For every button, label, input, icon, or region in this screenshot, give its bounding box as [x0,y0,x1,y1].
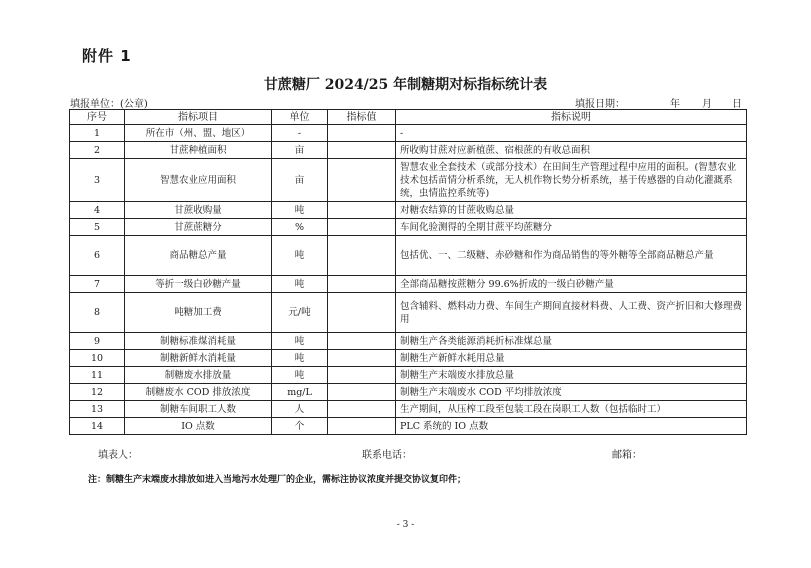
row-item: 制糖标准煤消耗量 [125,333,272,350]
row-desc: 生产期间，从压榨工段至包装工段在岗职工人数（包括临时工） [396,401,747,418]
table-row [70,418,747,435]
row-value[interactable] [328,418,396,435]
row-item: 制糖废水排放量 [125,367,272,384]
row-no: 14 [70,418,125,435]
phone-label: 联系电话： [362,450,412,461]
row-item: IO 点数 [125,418,272,435]
row-unit: 元/吨 [272,293,328,333]
row-no: 7 [70,276,125,293]
row-value[interactable] [328,276,396,293]
row-unit: 吨 [272,236,328,276]
row-item: 等折一级白砂糖产量 [125,276,272,293]
row-desc: 所收购甘蔗对应新植蔗、宿根蔗的有收总面积 [396,142,747,159]
row-unit: 个 [272,418,328,435]
row-value[interactable] [328,384,396,401]
row-desc: 包括优、一、二级糖、赤砂糖和作为商品销售的等外糖等全部商品糖总产量 [396,236,747,276]
table-header-row [70,110,747,125]
row-desc: 制糖生产各类能源消耗折标准煤总量 [396,333,747,350]
row-unit: 亩 [272,142,328,159]
row-value[interactable] [328,293,396,333]
footnote: 注：制糖生产末端废水排放如进入当地污水处理厂的企业，需标注协议浓度并提交协议复印件； [88,475,467,485]
table-row [70,333,747,350]
date-day: 日 [732,99,742,110]
row-no: 6 [70,236,125,276]
row-unit: 人 [272,401,328,418]
row-desc: PLC 系统的 IO 点数 [396,418,747,435]
email-label: 邮箱： [612,450,642,461]
row-unit: mg/L [272,384,328,401]
row-unit: 吨 [272,350,328,367]
row-desc: 智慧农业全套技术（或部分技术）在田间生产管理过程中应用的面积。(智慧农业技术包括苗情分析系统，无人机作物长势分析系统，基于传感器的自动化灌溉系统，虫情监控系统等) [396,159,747,202]
page-number: - 3 - [396,520,415,530]
row-desc: 制糖生产末端废水 COD 平均排放浓度 [396,384,747,401]
row-unit: 吨 [272,333,328,350]
row-item: 制糖新鲜水消耗量 [125,350,272,367]
date-month: 月 [702,99,712,110]
row-unit: - [272,125,328,142]
row-item: 甘蔗种植面积 [125,142,272,159]
row-value[interactable] [328,125,396,142]
row-item: 吨糖加工费 [125,293,272,333]
table-row [70,159,747,202]
row-no: 1 [70,125,125,142]
row-desc: 包含辅料、燃料动力费、车间生产期间直接材料费、人工费、资产折旧和大修理费用 [396,293,747,333]
table-row [70,401,747,418]
row-no: 12 [70,384,125,401]
indicator-table [69,109,747,435]
reporting-date-label: 填报日期： [575,99,625,110]
row-value[interactable] [328,236,396,276]
row-no: 9 [70,333,125,350]
table-row [70,276,747,293]
row-item: 甘蔗蔗糖分 [125,219,272,236]
row-value[interactable] [328,202,396,219]
row-no: 13 [70,401,125,418]
table-row [70,202,747,219]
row-value[interactable] [328,367,396,384]
row-unit: % [272,219,328,236]
row-no: 11 [70,367,125,384]
row-unit: 吨 [272,276,328,293]
row-value[interactable] [328,219,396,236]
signature-row [70,446,745,460]
row-item: 甘蔗收购量 [125,202,272,219]
row-desc: - [396,125,747,142]
row-unit: 吨 [272,367,328,384]
row-no: 10 [70,350,125,367]
row-no: 2 [70,142,125,159]
row-no: 5 [70,219,125,236]
row-value[interactable] [328,401,396,418]
row-value[interactable] [328,333,396,350]
row-item: 制糖车间职工人数 [125,401,272,418]
row-value[interactable] [328,142,396,159]
row-unit: 亩 [272,159,328,202]
row-desc: 制糖生产新鲜水耗用总量 [396,350,747,367]
row-no: 8 [70,293,125,333]
row-no: 3 [70,159,125,202]
header-unit: 单位 [272,110,328,125]
meta-row [70,95,745,109]
row-desc: 车间化验测得的全期甘蔗平均蔗糖分 [396,219,747,236]
table-row [70,293,747,333]
table-row [70,142,747,159]
row-item: 智慧农业应用面积 [125,159,272,202]
header-desc: 指标说明 [396,110,747,125]
table-row [70,350,747,367]
header-value: 指标值 [328,110,396,125]
table-row [70,219,747,236]
row-value[interactable] [328,159,396,202]
date-year: 年 [670,99,680,110]
header-no: 序号 [70,110,125,125]
row-desc: 全部商品糖按蔗糖分 99.6%折成的一级白砂糖产量 [396,276,747,293]
filler-label: 填表人： [98,450,138,461]
document-title: 甘蔗糖厂 2024/25 年制糖期对标指标统计表 [263,77,548,93]
row-desc: 制糖生产末端废水排放总量 [396,367,747,384]
attachment-label: 附件 1 [82,47,132,65]
reporting-unit-label: 填报单位：(公章) [70,99,148,110]
row-desc: 对糖农结算的甘蔗收购总量 [396,202,747,219]
header-item: 指标项目 [125,110,272,125]
row-item: 所在市（州、盟、地区） [125,125,272,142]
row-item: 商品糖总产量 [125,236,272,276]
table-row [70,384,747,401]
table-row [70,367,747,384]
row-unit: 吨 [272,202,328,219]
row-no: 4 [70,202,125,219]
row-item: 制糖废水 COD 排放浓度 [125,384,272,401]
row-value[interactable] [328,350,396,367]
table-row [70,125,747,142]
table-row [70,236,747,276]
